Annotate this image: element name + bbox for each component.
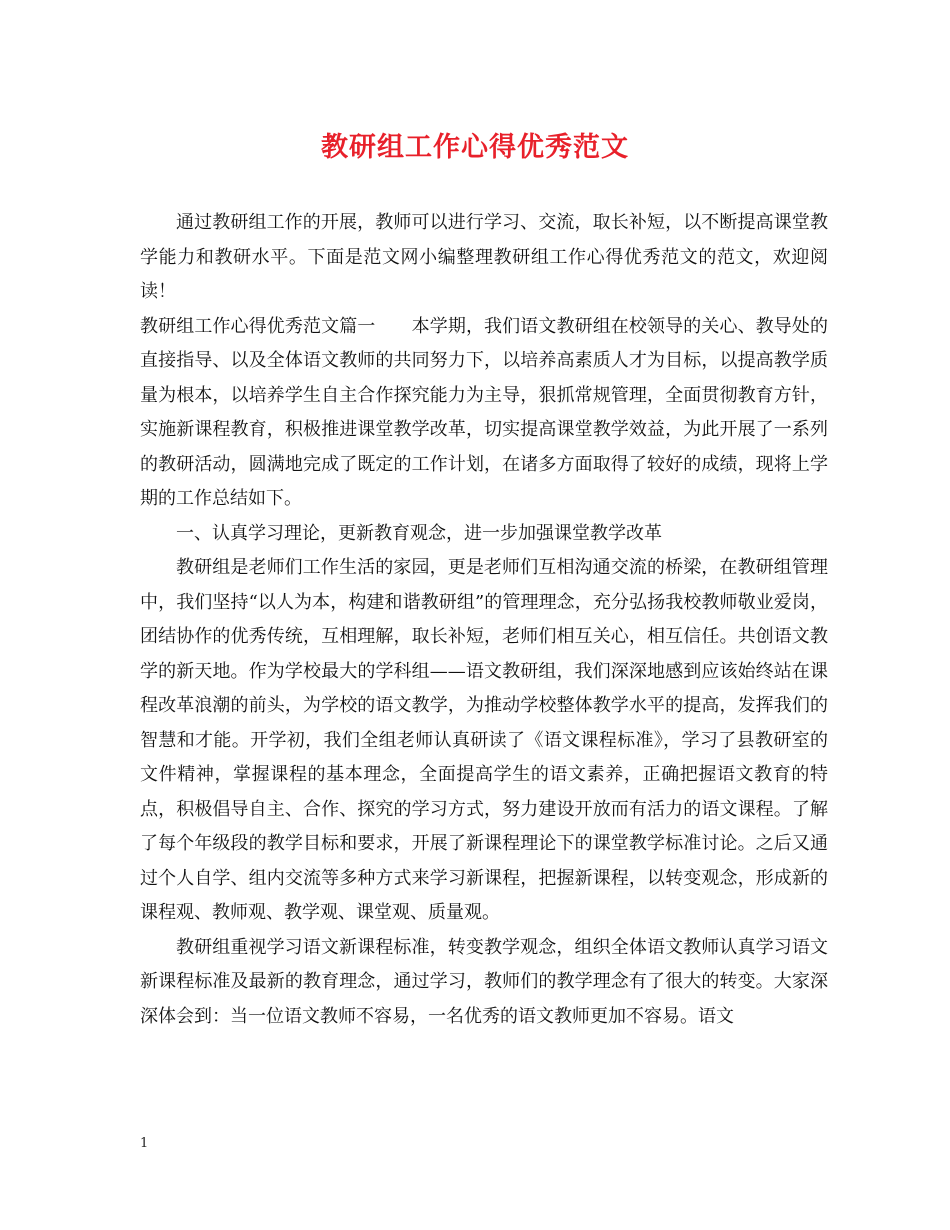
page-number: 1 <box>140 1136 149 1151</box>
paragraph-section-one: 教研组工作心得优秀范文篇一 本学期，我们语文教研组在校领导的关心、教导处的直接指导、以及全体语文教师的共同努力下，以培养高素质人才为目标，以提高教学质量为根本，以培养学生自主合作探究能力为主导，狠抓常规管理，全面贯彻教育方针，实施新课程教育，积极推进课堂教学改革，切实提高课堂教学效益，为此开展了一系列的教研活动，圆满地完成了既定的工作计划，在诸多方面取得了较好的成绩，现将上学期的工作总结如下。 <box>140 315 828 509</box>
paragraph-curriculum-study: 教研组重视学习语文新课程标准，转变教学观念，组织全体语文教师认真学习语文新课程标准及最新的教育理念，通过学习，教师们的教学理念有了很大的转变。大家深深体会到：当一位语文教师不容易，一名优秀的语文教师更加不容易。语文 <box>140 936 828 1027</box>
document-title: 教研组工作心得优秀范文 <box>321 132 629 163</box>
paragraph-team-management: 教研组是老师们工作生活的家园，更是老师们互相沟通交流的桥梁，在教研组管理中，我们坚持“以人为本，构建和谐教研组”的管理理念，充分弘扬我校教师敬业爱岗，团结协作的优秀传统，互相理解，取长补短，老师们相互关心，相互信任。共创语文教学的新天地。作为学校最大的学科组——语文教研组，我们深深地感到应该始终站在课程改革浪潮的前头，为学校的语文教学，为推动学校整体教学水平的提高，发挥我们的智慧和才能。开学初，我们全组老师认真研读了《语文课程标准》，学习了县教研室的文件精神，掌握课程的基本理念，全面提高学生的语文素养，正确把握语文教育的特点，积极倡导自主、合作、探究的学习方式，努力建设开放而有活力的语文课程。了解了每个年级段的教学目标和要求，开展了新课程理论下的课堂教学标准讨论。之后又通过个人自学、组内交流等多种方式来学习新课程，把握新课程，以转变观念，形成新的课程观、教师观、教学观、课堂观、质量观。 <box>140 557 828 923</box>
document-body <box>140 206 828 1034</box>
section-heading: 一、认真学习理论，更新教育观念，进一步加强课堂教学改革 <box>176 522 662 544</box>
paragraph-intro: 通过教研组工作的开展，教师可以进行学习、交流，取长补短，以不断提高课堂教学能力和教研水平。下面是范文网小编整理教研组工作心得优秀范文的范文，欢迎阅读！ <box>140 212 828 302</box>
